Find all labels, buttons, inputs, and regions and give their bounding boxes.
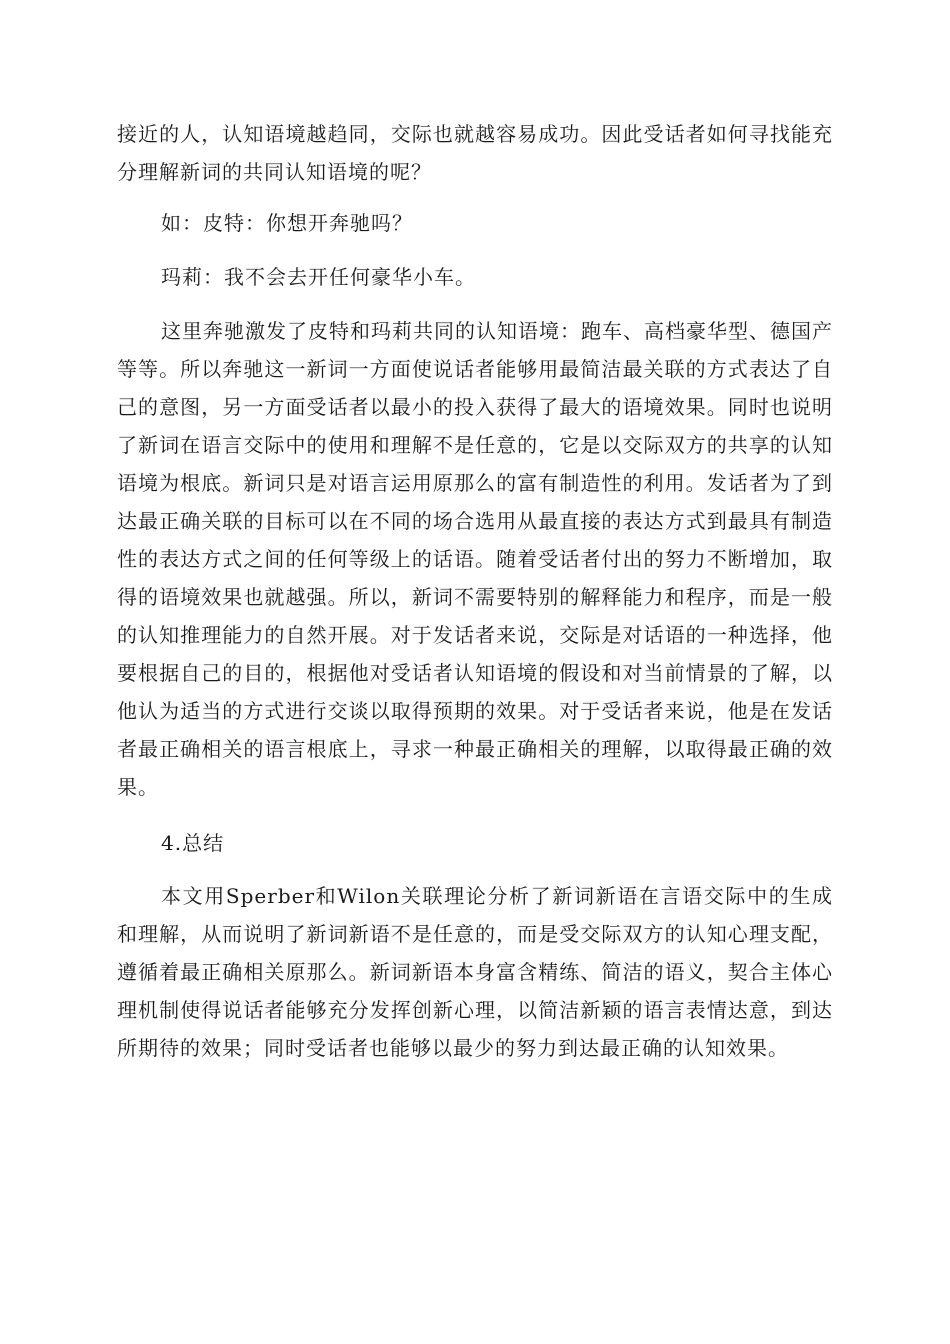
paragraph-example-peter: 如：皮特：你想开奔驰吗？ bbox=[161, 211, 413, 235]
section-heading-summary: 4.总结 bbox=[161, 831, 225, 855]
paragraph-analysis: 这里奔驰激发了皮特和玛莉共同的认知语境：跑车、高档豪华型、德国产等等。所以奔驰这一新词一方面使说话者能够用最简洁最关联的方式表达了自己的意图，另一方面受话者以最小的投入获得了最大的语境效果。同时也说明了新词在语言交际中的使用和理解不是任意的，它是以交际双方的共享的认知语境为根底。新词只是对语言运用原那么的富有制造性的利用。发话者为了到达最正确关联的目标可以在不同的场合选用从最直接的表达方式到最具有制造性的表达方式之间的任何等级上的话语。随着受话者付出的努力不断增加，取得的语境效果也就越强。所以，新词不需要特别的解释能力和程序，而是一般的认知推理能力的自然开展。对于发话者来说，交际是对话语的一种选择，他要根据自己的目的，根据他对受话者认知语境的假设和对当前情景的了解，以他认为适当的方式进行交谈以取得预期的效果。对于受话者来说，他是在发话者最正确相关的语言根底上，寻求一种最正确相关的理解，以取得最正确的效果。 bbox=[117, 319, 833, 799]
paragraph-example-mary: 玛莉：我不会去开任何豪华小车。 bbox=[161, 265, 476, 289]
paragraph-conclusion: 本文用Sperber和Wilon关联理论分析了新词新语在言语交际中的生成和理解，从而说明了新词新语不是任意的，而是受交际双方的认知心理支配，遵循着最正确相关原那么。新词新语本身富含精练、简洁的语义，契合主体心理机制使得说话者能够充分发挥创新心理，以简洁新颖的语言表情达意，到达所期待的效果；同时受话者也能够以最少的努力到达最正确的认知效果。 bbox=[117, 884, 833, 1060]
paragraph-context-continuation: 接近的人，认知语境越趋同，交际也就越容易成功。因此受话者如何寻找能充分理解新词的共同认知语境的呢？ bbox=[117, 122, 833, 184]
